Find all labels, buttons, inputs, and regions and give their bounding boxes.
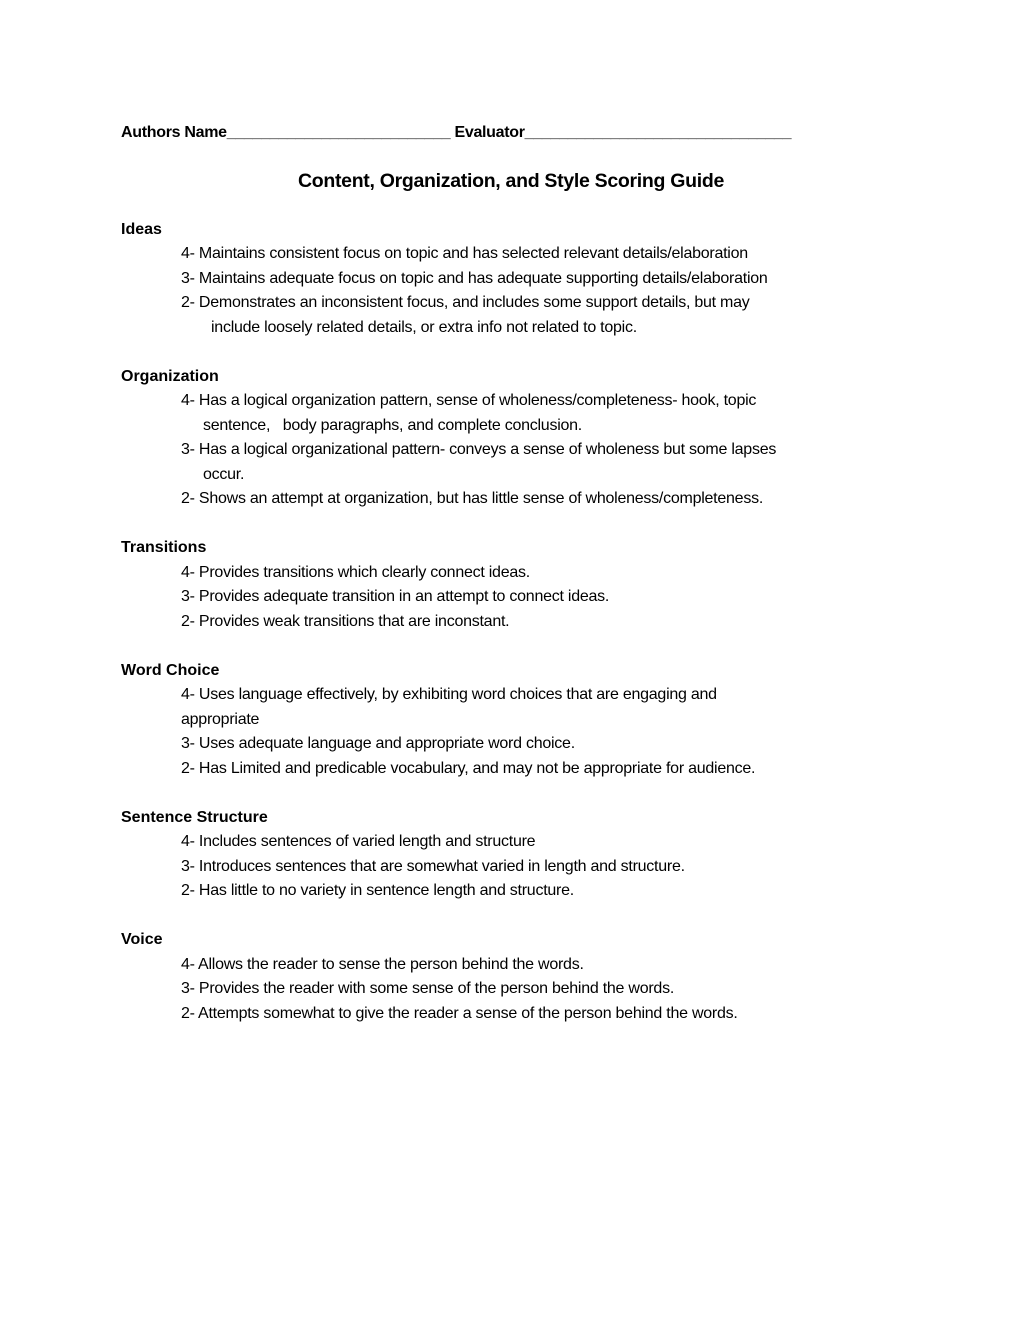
section-sentence-structure bbox=[121, 806, 901, 904]
list-item-continuation: occur. bbox=[203, 465, 245, 483]
section-heading: Voice bbox=[121, 931, 163, 948]
list-item: 2- Provides weak transitions that are inconstant. bbox=[181, 612, 510, 630]
section-voice bbox=[121, 928, 901, 1026]
list-item: 3- Uses adequate language and appropriate word choice. bbox=[181, 735, 575, 752]
list-item-continuation: sentence, body paragraphs, and complete conclusion. bbox=[203, 416, 582, 434]
list-item: 2- Attempts somewhat to give the reader a sense of the person behind the words. bbox=[181, 1004, 738, 1022]
list-item: 2- Demonstrates an inconsistent focus, and includes some support details, but may bbox=[181, 294, 750, 311]
list-item: 4- Has a logical organization pattern, sense of wholeness/completeness- hook, topic bbox=[181, 392, 757, 409]
evaluator-field: Evaluator_______________________________ bbox=[454, 124, 792, 141]
list-item: 4- Maintains consistent focus on topic and has selected relevant details/elaboration bbox=[181, 245, 748, 262]
authors-name-field: Authors Name__________________________ bbox=[121, 124, 451, 141]
document-page bbox=[121, 121, 901, 1026]
list-item: 2- Has Limited and predicable vocabulary, and may not be appropriate for audience. bbox=[181, 759, 756, 777]
section-transitions bbox=[121, 536, 901, 634]
section-organization bbox=[121, 365, 901, 512]
list-item: 4- Provides transitions which clearly connect ideas. bbox=[181, 563, 530, 581]
page-title: Content, Organization, and Style Scoring Guide bbox=[297, 169, 725, 192]
list-item: 3- Provides the reader with some sense of the person behind the words. bbox=[181, 980, 675, 997]
section-ideas bbox=[121, 218, 901, 341]
section-heading: Transitions bbox=[121, 539, 207, 556]
section-heading: Sentence Structure bbox=[121, 808, 268, 826]
section-heading: Word Choice bbox=[121, 661, 220, 679]
header-line bbox=[121, 121, 901, 146]
list-item: 3- Provides adequate transition in an attempt to connect ideas. bbox=[181, 588, 610, 605]
list-item: 3- Has a logical organizational pattern- conveys a sense of wholeness but some lapses bbox=[181, 441, 777, 458]
list-item: 2- Shows an attempt at organization, but has little sense of wholeness/completeness. bbox=[181, 490, 764, 507]
list-item-continuation: include loosely related details, or extra info not related to topic. bbox=[211, 318, 637, 336]
list-item: 4- Allows the reader to sense the person behind the words. bbox=[181, 955, 584, 973]
list-item: 4- Includes sentences of varied length and structure bbox=[181, 833, 536, 850]
list-item-continuation: appropriate bbox=[181, 710, 260, 728]
section-word-choice bbox=[121, 659, 901, 782]
list-item: 4- Uses language effectively, by exhibiting word choices that are engaging and bbox=[181, 686, 717, 703]
section-heading: Organization bbox=[121, 367, 219, 385]
list-item: 3- Maintains adequate focus on topic and has adequate supporting details/elaboration bbox=[181, 269, 768, 287]
section-heading: Ideas bbox=[121, 220, 162, 238]
list-item: 3- Introduces sentences that are somewhat varied in length and structure. bbox=[181, 857, 685, 875]
list-item: 2- Has little to no variety in sentence length and structure. bbox=[181, 882, 574, 899]
